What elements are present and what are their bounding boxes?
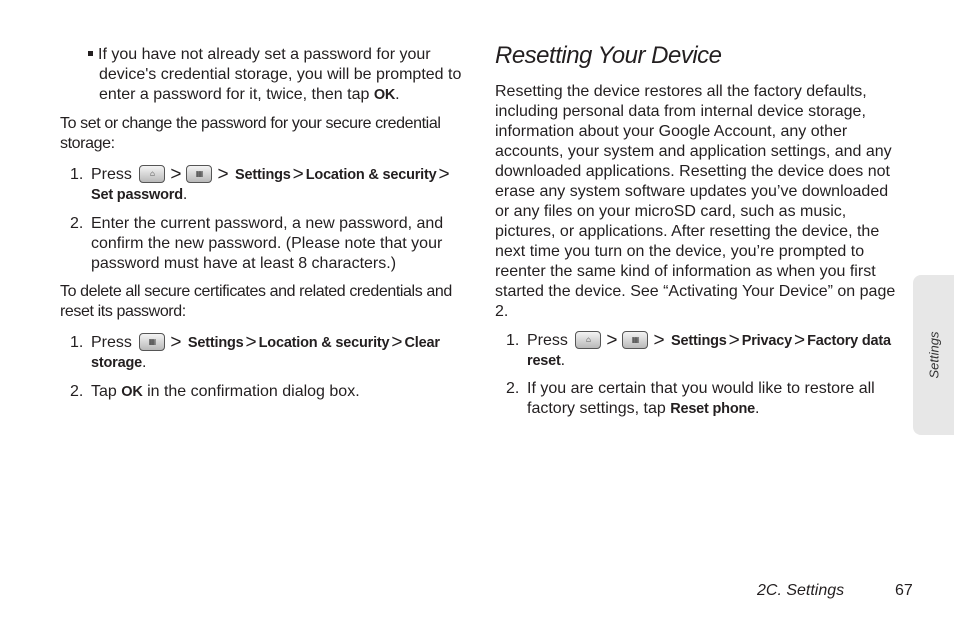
chevron-right-icon: > [438,164,450,185]
chevron-right-icon: > [793,330,806,351]
confirm-text: in the confirmation dialog box. [147,383,360,400]
step-delete-2 [70,382,470,402]
section-heading: Resetting Your Device [495,42,722,69]
intro-set-password: To set or change the password for your secure credential storage: [60,115,441,152]
chevron-right-icon: > [217,164,229,185]
menu-key-icon: ▦ [186,165,212,183]
footer-section: 2C. Settings [757,582,845,599]
side-tab-label: Settings [926,331,941,379]
step-text: If you are certain that you would like to restore all factory settings, tap [527,380,875,417]
step-number: 2. [506,380,520,397]
section-side-tab [913,275,954,435]
chevron-right-icon: > [606,330,618,351]
step-number: 2. [70,383,84,400]
step-number: 1. [70,334,84,351]
location-security-label: Location & security [258,335,390,351]
chevron-right-icon: > [391,332,403,353]
bullet-text: If you have not already set a password for your device's credential storage, you will be prompted to enter a password for it, twice, then tap [98,46,462,103]
chevron-right-icon: > [170,164,182,185]
step-number: 1. [506,332,520,349]
chevron-right-icon: > [245,332,257,353]
page-number: 67 [895,582,913,599]
reset-phone-label: Reset phone [670,401,756,417]
press-text: Press [527,332,568,349]
step-number: 1. [70,166,84,183]
menu-key-icon: ▦ [622,331,648,349]
settings-label: Settings [187,335,244,351]
step-reset-1: 1. Press ⌂ > ▦ > Settings > Privacy > Factory data reset. [506,330,891,369]
set-password-label: Set password [91,187,183,203]
settings-label: Settings [235,167,291,183]
chevron-right-icon: > [292,164,304,185]
ok-label: OK [121,384,143,400]
bullet-item: If you have not already set a password for your device's credential storage, you will be prompted to enter a password for it, twice, then tap OK. [88,45,468,105]
bullet-square [88,51,93,56]
home-key-icon: ⌂ [139,165,165,183]
step-number: 2. [70,215,84,232]
ok-label: OK [373,87,396,103]
location-security-label: Location & security [305,167,437,183]
clear-storage-label: Clear storage [91,335,440,371]
intro-delete-credentials: To delete all secure certificates and related credentials and reset its password: [60,283,452,320]
press-text: Press [91,334,132,351]
press-text: Press [91,166,132,183]
step-delete-1: 1. Press ▦ > Settings > Location & security > Clear storage. [70,332,440,371]
step-set-password-2 [70,214,470,274]
factory-reset-label: Factory data reset [527,333,891,369]
reset-description: Resetting the device restores all the factory defaults, including personal data from internal device storage, information about your Google Account, any other accounts, your system and application settings, and any downloaded applications. Resetting the device does not erase any system software updates you’ve downloaded or any files on your microSD card, such as music, pictures, or applications. After resetting the device, the next time you turn on the device, you’re prompted to reenter the same kind of information as when you first started the device. See “Activating Your Device” on page 2. [495,83,896,320]
chevron-right-icon: > [728,330,740,351]
privacy-label: Privacy [741,333,792,349]
step-set-password-1: 1. Press ⌂ > ▦ > Settings > Location & security > Set password. [70,164,450,203]
menu-key-icon: ▦ [139,333,165,351]
chevron-right-icon: > [653,330,665,351]
step-text: Enter the current password, a new password, and confirm the new password. (Please note that your password must have at least 8 characters.) [91,215,444,272]
tap-text: Tap [91,383,117,400]
step-reset-2: 2. If you are certain that you would like to restore all factory settings, tap Reset phone. [506,380,875,417]
settings-label: Settings [671,333,727,349]
home-key-icon: ⌂ [575,331,601,349]
chevron-right-icon: > [170,332,182,353]
